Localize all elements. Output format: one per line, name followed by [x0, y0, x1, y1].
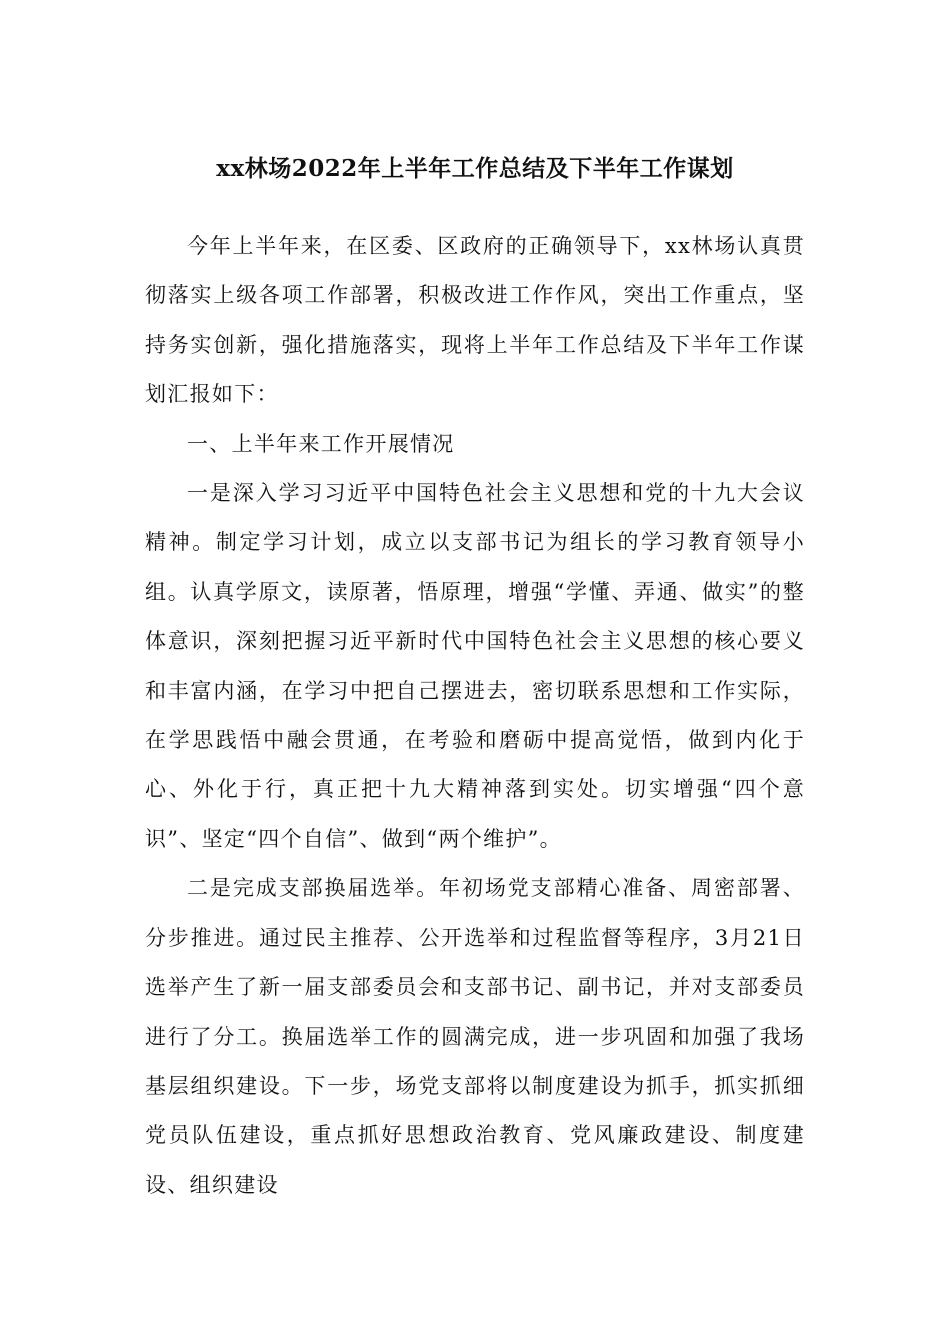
document-title: xx林场2022年上半年工作总结及下半年工作谋划	[216, 155, 734, 182]
paragraph-election: 二是完成支部换届选举。年初场党支部精心准备、周密部署、分步推进。通过民主推荐、公开选举和过程监督等程序，3月21日选举产生了新一届支部委员会和支部书记、副书记，并对支部委员进行了分工。换届选举工作的圆满完成，进一步巩固和加强了我场基层组织建设。下一步，场党支部将以制度建设为抓手，抓实抓细党员队伍建设，重点抓好思想政治教育、党风廉政建设、制度建设、组织建设	[145, 876, 805, 1197]
section-heading-1: 一、上半年来工作开展情况	[187, 431, 455, 456]
paragraph-study: 一是深入学习习近平中国特色社会主义思想和党的十九大会议精神。制定学习计划，成立以支部书记为组长的学习教育领导小组。认真学原文，读原著，悟原理，增强“学懂、弄通、做实”的整体意识，深刻把握习近平新时代中国特色社会主义思想的核心要义和丰富内涵，在学习中把自己摆进去，密切联系思想和工作实际，在学思践悟中融会贯通，在考验和磨砺中提高觉悟，做到内化于心、外化于行，真正把十九大精神落到实处。切实增强“四个意识”、坚定“四个自信”、做到“两个维护”。	[145, 481, 805, 851]
document-body	[145, 222, 805, 1210]
intro-paragraph: 今年上半年来，在区委、区政府的正确领导下，xx林场认真贯彻落实上级各项工作部署，积极改进工作作风，突出工作重点，坚持务实创新，强化措施落实，现将上半年工作总结及下半年工作谋划汇报如下：	[145, 234, 805, 407]
